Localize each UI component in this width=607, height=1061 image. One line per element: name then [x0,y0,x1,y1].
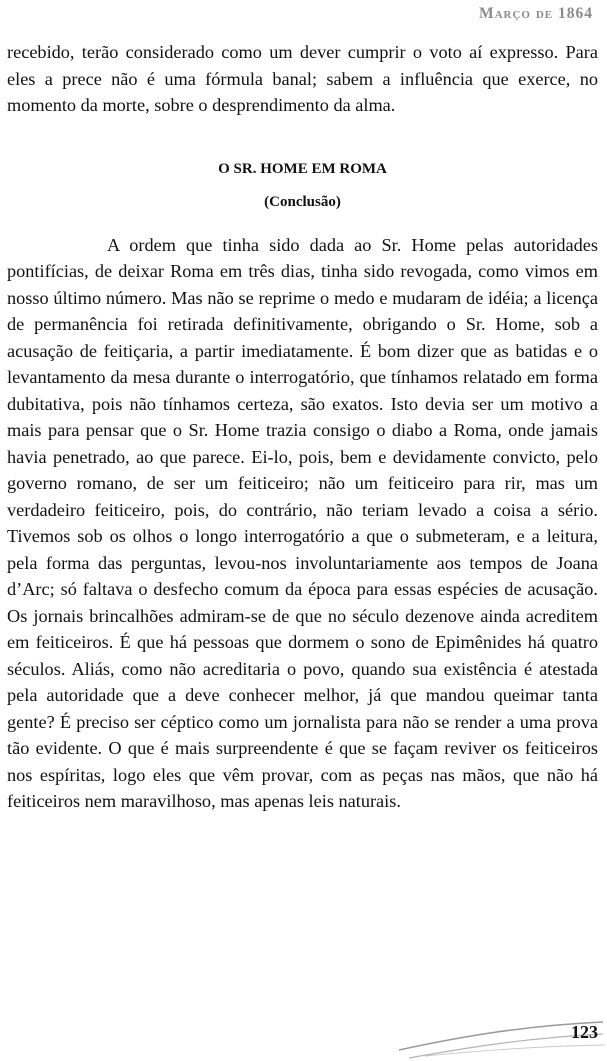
section-subtitle: (Conclusão) [264,193,341,210]
running-header: Março de 1864 [478,5,593,22]
page-body [7,39,598,815]
intro-paragraph: recebido, terão considerado como um dever cumprir o voto aí expresso. Para eles a prece não é uma fórmula banal; sabem a influência que exerce, no momento da morte, sobre o desprendimento da alma. [7,42,598,115]
main-paragraph: A ordem que tinha sido dada ao Sr. Home pelas autoridades pontifícias, de deixar Roma em três dias, tinha sido revogada, como vimos em nosso último número. Mas não se reprime o medo e mudaram de idéia; a licença de permanência foi retirada definitivamente, obrigando o Sr. Home, sob a acusação de feitiçaria, a partir imediatamente. É bom dizer que as batidas e o levantamento da mesa durante o interrogatório, que tínhamos relatado em forma dubitativa, pois não tínhamos certeza, são exatos. Isto devia ser um motivo a mais para pensar que o Sr. Home trazia consigo o diabo a Roma, onde jamais havia penetrado, ao que parece. Ei-lo, pois, bem e devidamente convicto, pelo governo romano, de ser um feiticeiro; não um feiticeiro para rir, mas um verdadeiro feiticeiro, pois, do contrário, não teriam levado a coisa a sério. Tivemos sob os olhos o longo interrogatório a que o submeteram, e a leitura, pela forma das perguntas, levou-nos involuntariamente aos tempos de Joana d’Arc; só faltava o desfecho comum da época para essas espécies de acusação. Os jornais brincalhões admiram-se de que no século dezenove ainda acreditem em feiticeiros. É que há pessoas que dormem o sono de Epimênides há quatro séculos. Aliás, como não acreditaria o povo, quando sua existência é atestada pela autoridade que a deve conhecer melhor, já que mandou queimar tanta gente? É preciso ser céptico como um jornalista para não se render a uma prova tão evidente. O que é mais surpreendente é que se façam reviver os feiticeiros nos espíritas, logo eles que vêm provar, com as peças nas mãos, que não há feiticeiros nem maravilhoso, mas apenas leis naturais. [7,234,598,811]
page-number: 123 [571,1022,598,1042]
section-title: O SR. HOME EM ROMA [218,160,387,177]
